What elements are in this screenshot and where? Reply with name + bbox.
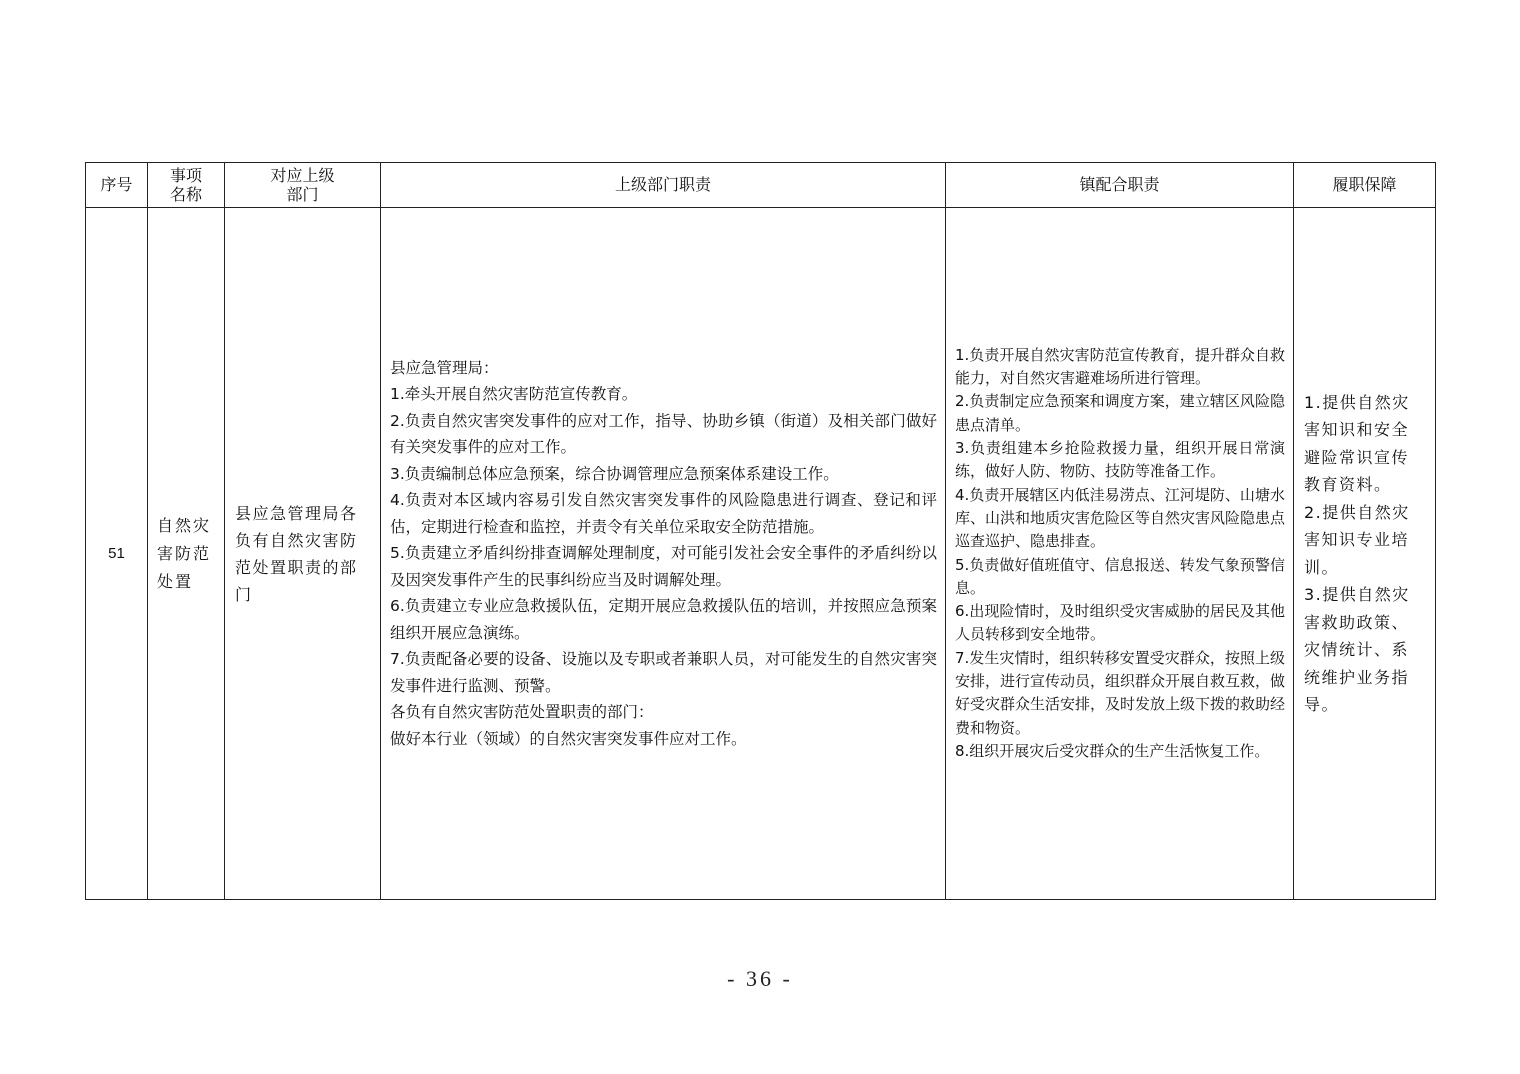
header-item-name-label: 事项 名称 [169,165,202,204]
town-duty-line: 4.负责开展辖区内低洼易涝点、江河堤防、山塘水库、山洪和地质灾害危险区等自然灾害风险隐患点巡查巡护、隐患排查。 [955,485,1286,551]
superior-duty-line: 做好本行业（领域）的自然灾害突发事件应对工作。 [390,729,747,748]
guarantee-line: 3.提供自然灾害救助政策、灾情统计、系统维护业务指导。 [1304,585,1410,714]
header-superior-dept-label: 对应上级 部门 [270,165,335,204]
town-duty-line: 3.负责组建本乡抢险救援力量，组织开展日常演练，做好人防、物防、技防等准备工作。 [955,439,1285,481]
town-duty-line: 8.组织开展灾后受灾群众的生产生活恢复工作。 [955,741,1270,760]
header-seq [86,163,148,208]
town-duty-line: 6.出现险情时，及时组织受灾害威胁的居民及其他人员转移到安全地带。 [955,602,1285,644]
superior-duty-line: 5.负责建立矛盾纠纷排查调解处理制度，对可能引发社会安全事件的矛盾纠纷以及因突发事件产生的民事纠纷应当及时调解处理。 [390,544,937,589]
superior-duty-line: 4.负责对本区域内容易引发自然灾害突发事件的风险隐患进行调查、登记和评估，定期进行检查和监控，并责令有关单位采取安全防范措施。 [390,491,937,536]
header-superior-duties-label: 上级部门职责 [614,175,711,194]
header-guarantee [1294,163,1436,208]
header-seq-label: 序号 [100,175,133,194]
superior-duty-line: 1.牵头开展自然灾害防范宣传教育。 [390,385,638,404]
header-superior-duties [381,163,946,208]
town-duty-line: 1.负责开展自然灾害防范宣传教育，提升群众自救能力，对自然灾害避难场所进行管理。 [955,345,1285,388]
table-row [86,208,1436,900]
cell-item-name: 自然灾害防范处置 [148,208,225,900]
superior-duty-line: 6.负责建立专业应急救援队伍，定期开展应急救援队伍的培训，并按照应急预案组织开展应急演练。 [390,597,937,642]
superior-duty-line: 3.负责编制总体应急预案，综合协调管理应急预案体系建设工作。 [390,464,839,483]
town-duty-line: 5.负责做好值班值守、信息报送、转发气象预警信息。 [955,555,1285,597]
cell-town-duties [946,208,1294,900]
guarantee-line: 2.提供自然灾害知识专业培训。 [1304,502,1410,577]
town-duty-line: 7.发生灾情时，组织转移安置受灾群众，按照上级安排，进行宣传动员，组织群众开展自救互救，做好受灾群众生活安排，及时发放上级下拨的救助经费和物资。 [955,648,1286,737]
superior-duty-line: 各负有自然灾害防范处置职责的部门： [390,703,654,722]
cell-seq: 51 [86,208,148,900]
superior-duty-line: 2.负责自然灾害突发事件的应对工作，指导、协助乡镇（街道）及相关部门做好有关突发事件的应对工作。 [390,411,937,457]
header-item-name [148,163,225,208]
header-town-duties-label: 镇配合职责 [1079,175,1160,194]
cell-superior-duties [381,208,946,900]
guarantee-line: 1.提供自然灾害知识和安全避险常识宣传教育资料。 [1304,392,1410,494]
town-duty-line: 2.负责制定应急预案和调度方案，建立辖区风险隐患点清单。 [955,392,1285,434]
superior-duty-line: 县应急管理局： [390,358,499,377]
cell-superior-dept: 县应急管理局各负有自然灾害防范处置职责的部门 [225,208,381,900]
header-guarantee-label: 履职保障 [1332,175,1397,194]
table-header-row [86,163,1436,208]
cell-guarantee [1294,208,1436,900]
header-town-duties [946,163,1294,208]
superior-duty-line: 7.负责配备必要的设备、设施以及专职或者兼职人员，对可能发生的自然灾害突发事件进行监测、预警。 [390,650,937,695]
header-superior-dept [225,163,381,208]
duties-table [85,162,1436,900]
page-number: - 36 - [727,966,793,991]
